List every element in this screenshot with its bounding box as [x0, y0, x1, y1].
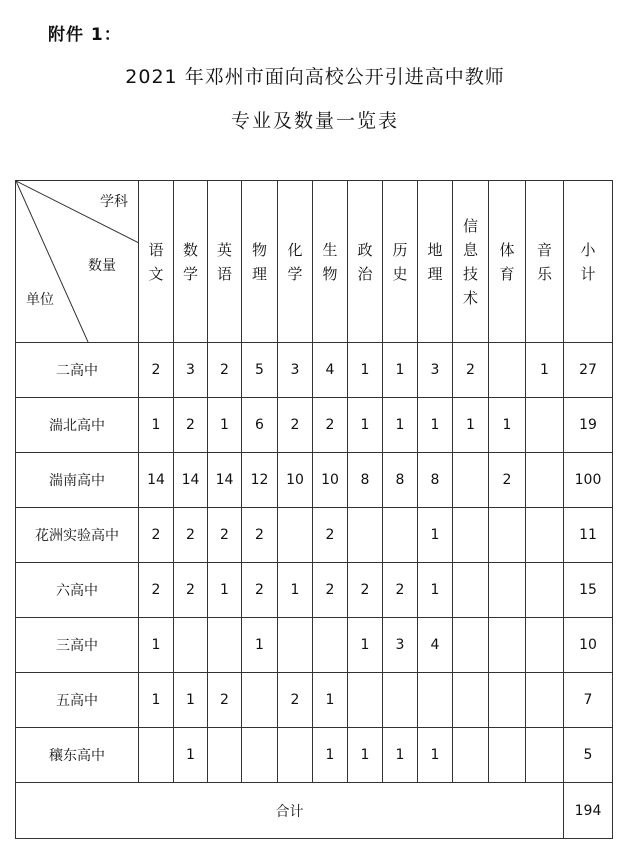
quota-cell	[526, 508, 564, 563]
quota-cell: 8	[348, 453, 383, 508]
quota-cell: 10	[278, 453, 313, 508]
column-header	[526, 181, 564, 343]
quota-cell	[453, 618, 489, 673]
quota-cell	[489, 728, 526, 783]
quota-cell	[313, 618, 348, 673]
quota-cell: 2	[208, 673, 242, 728]
quota-cell: 15	[564, 563, 613, 618]
quota-cell	[489, 343, 526, 398]
quota-cell: 2	[489, 453, 526, 508]
corner-cell	[16, 181, 139, 343]
column-header	[453, 181, 489, 343]
total-row	[16, 783, 613, 839]
quota-cell: 1	[348, 618, 383, 673]
header-row	[16, 181, 613, 343]
quota-cell: 6	[242, 398, 278, 453]
quota-cell: 1	[208, 398, 242, 453]
quota-cell: 19	[564, 398, 613, 453]
quota-cell: 2	[174, 398, 208, 453]
quota-cell: 3	[383, 618, 418, 673]
quota-cell: 1	[383, 398, 418, 453]
quota-cell: 3	[174, 343, 208, 398]
quota-cell: 27	[564, 343, 613, 398]
corner-subject-label: 学科	[100, 194, 128, 210]
quota-cell: 2	[208, 508, 242, 563]
quota-cell	[489, 618, 526, 673]
quota-cell: 2	[348, 563, 383, 618]
teacher-quota-table	[15, 180, 613, 839]
column-header-label: 物理	[252, 240, 268, 283]
quota-cell	[174, 618, 208, 673]
quota-cell: 1	[453, 398, 489, 453]
quota-cell: 1	[489, 398, 526, 453]
column-header	[383, 181, 418, 343]
quota-cell: 8	[418, 453, 453, 508]
column-header	[348, 181, 383, 343]
quota-cell: 4	[418, 618, 453, 673]
quota-cell	[453, 728, 489, 783]
quota-cell	[208, 618, 242, 673]
quota-cell	[453, 673, 489, 728]
quota-cell: 2	[174, 508, 208, 563]
column-header-label: 历史	[392, 240, 408, 283]
unit-name-cell: 湍北高中	[16, 398, 139, 453]
column-header-label: 小计	[580, 240, 596, 283]
quota-cell: 8	[383, 453, 418, 508]
corner-unit-label: 单位	[26, 292, 54, 308]
quota-cell	[526, 398, 564, 453]
quota-cell	[383, 673, 418, 728]
quota-cell: 7	[564, 673, 613, 728]
unit-name-cell: 三高中	[16, 618, 139, 673]
column-header	[208, 181, 242, 343]
quota-cell: 14	[208, 453, 242, 508]
quota-cell	[383, 508, 418, 563]
unit-name-cell: 五高中	[16, 673, 139, 728]
quota-cell: 2	[278, 398, 313, 453]
quota-cell: 1	[418, 728, 453, 783]
quota-cell	[242, 728, 278, 783]
quota-cell: 5	[242, 343, 278, 398]
quota-cell: 1	[313, 673, 348, 728]
quota-cell: 1	[383, 343, 418, 398]
table-row	[16, 728, 613, 783]
quota-cell: 1	[348, 728, 383, 783]
table-row	[16, 673, 613, 728]
column-header-label: 语文	[148, 240, 164, 283]
column-header-label: 地理	[427, 240, 443, 283]
quota-cell: 1	[174, 728, 208, 783]
quota-cell	[526, 453, 564, 508]
quota-cell: 1	[242, 618, 278, 673]
table-row	[16, 343, 613, 398]
quota-cell: 2	[139, 563, 174, 618]
quota-cell: 100	[564, 453, 613, 508]
unit-name-cell: 湍南高中	[16, 453, 139, 508]
quota-cell: 2	[174, 563, 208, 618]
quota-cell	[278, 618, 313, 673]
quota-cell: 3	[278, 343, 313, 398]
table-row	[16, 508, 613, 563]
column-header	[418, 181, 453, 343]
quota-cell: 2	[383, 563, 418, 618]
quota-cell: 1	[139, 398, 174, 453]
quota-cell: 1	[418, 398, 453, 453]
quota-cell	[526, 563, 564, 618]
column-header	[139, 181, 174, 343]
document-subtitle: 专业及数量一览表	[230, 110, 399, 132]
quota-cell: 14	[174, 453, 208, 508]
column-header	[278, 181, 313, 343]
column-header-label: 化学	[287, 240, 303, 283]
quota-cell: 1	[348, 398, 383, 453]
attachment-label: 附件 1：	[48, 25, 122, 45]
column-header-label: 信息技术	[463, 216, 479, 307]
quota-cell: 2	[242, 563, 278, 618]
quota-cell: 14	[139, 453, 174, 508]
column-header-label: 政治	[357, 240, 373, 283]
quota-cell: 4	[313, 343, 348, 398]
quota-cell	[139, 728, 174, 783]
quota-cell	[526, 673, 564, 728]
quota-cell: 5	[564, 728, 613, 783]
quota-cell	[348, 508, 383, 563]
quota-cell: 2	[242, 508, 278, 563]
quota-cell: 10	[313, 453, 348, 508]
quota-cell	[242, 673, 278, 728]
quota-cell: 11	[564, 508, 613, 563]
quota-cell: 1	[208, 563, 242, 618]
quota-cell	[453, 563, 489, 618]
column-header	[174, 181, 208, 343]
quota-cell: 2	[278, 673, 313, 728]
quota-cell: 2	[208, 343, 242, 398]
quota-cell: 1	[418, 563, 453, 618]
quota-cell: 3	[418, 343, 453, 398]
unit-name-cell: 六高中	[16, 563, 139, 618]
table-row	[16, 398, 613, 453]
quota-cell: 1	[526, 343, 564, 398]
quota-cell: 2	[139, 343, 174, 398]
quota-cell	[278, 508, 313, 563]
unit-name-cell: 二高中	[16, 343, 139, 398]
quota-cell: 1	[139, 673, 174, 728]
total-value-cell: 194	[564, 783, 613, 839]
quota-cell: 2	[453, 343, 489, 398]
column-header	[489, 181, 526, 343]
quota-cell: 1	[278, 563, 313, 618]
quota-cell	[418, 673, 453, 728]
quota-cell	[453, 508, 489, 563]
quota-cell: 1	[348, 343, 383, 398]
column-header-label: 音乐	[537, 240, 553, 283]
column-header-label: 英语	[217, 240, 233, 283]
column-header	[242, 181, 278, 343]
table-row	[16, 563, 613, 618]
quota-cell: 2	[313, 508, 348, 563]
column-header-label: 数学	[183, 240, 199, 283]
quota-cell	[208, 728, 242, 783]
quota-cell	[453, 453, 489, 508]
quota-cell	[489, 673, 526, 728]
quota-cell	[489, 508, 526, 563]
quota-cell: 1	[383, 728, 418, 783]
table-row	[16, 453, 613, 508]
quota-cell	[489, 563, 526, 618]
quota-cell	[526, 618, 564, 673]
quota-cell: 12	[242, 453, 278, 508]
quota-cell: 1	[418, 508, 453, 563]
document-title: 2021 年邓州市面向高校公开引进高中教师	[125, 66, 505, 88]
column-header	[313, 181, 348, 343]
table-row	[16, 618, 613, 673]
quota-cell: 1	[139, 618, 174, 673]
quota-cell	[278, 728, 313, 783]
corner-quantity-label: 数量	[88, 258, 116, 274]
quota-cell: 1	[313, 728, 348, 783]
unit-name-cell: 花洲实验高中	[16, 508, 139, 563]
column-header	[564, 181, 613, 343]
quota-cell: 2	[139, 508, 174, 563]
quota-cell	[526, 728, 564, 783]
quota-cell: 1	[174, 673, 208, 728]
unit-name-cell: 穰东高中	[16, 728, 139, 783]
quota-cell	[348, 673, 383, 728]
column-header-label: 体育	[499, 240, 515, 283]
quota-cell: 2	[313, 398, 348, 453]
total-label-cell: 合计	[16, 783, 564, 839]
quota-cell: 2	[313, 563, 348, 618]
quota-cell: 10	[564, 618, 613, 673]
column-header-label: 生物	[322, 240, 338, 283]
